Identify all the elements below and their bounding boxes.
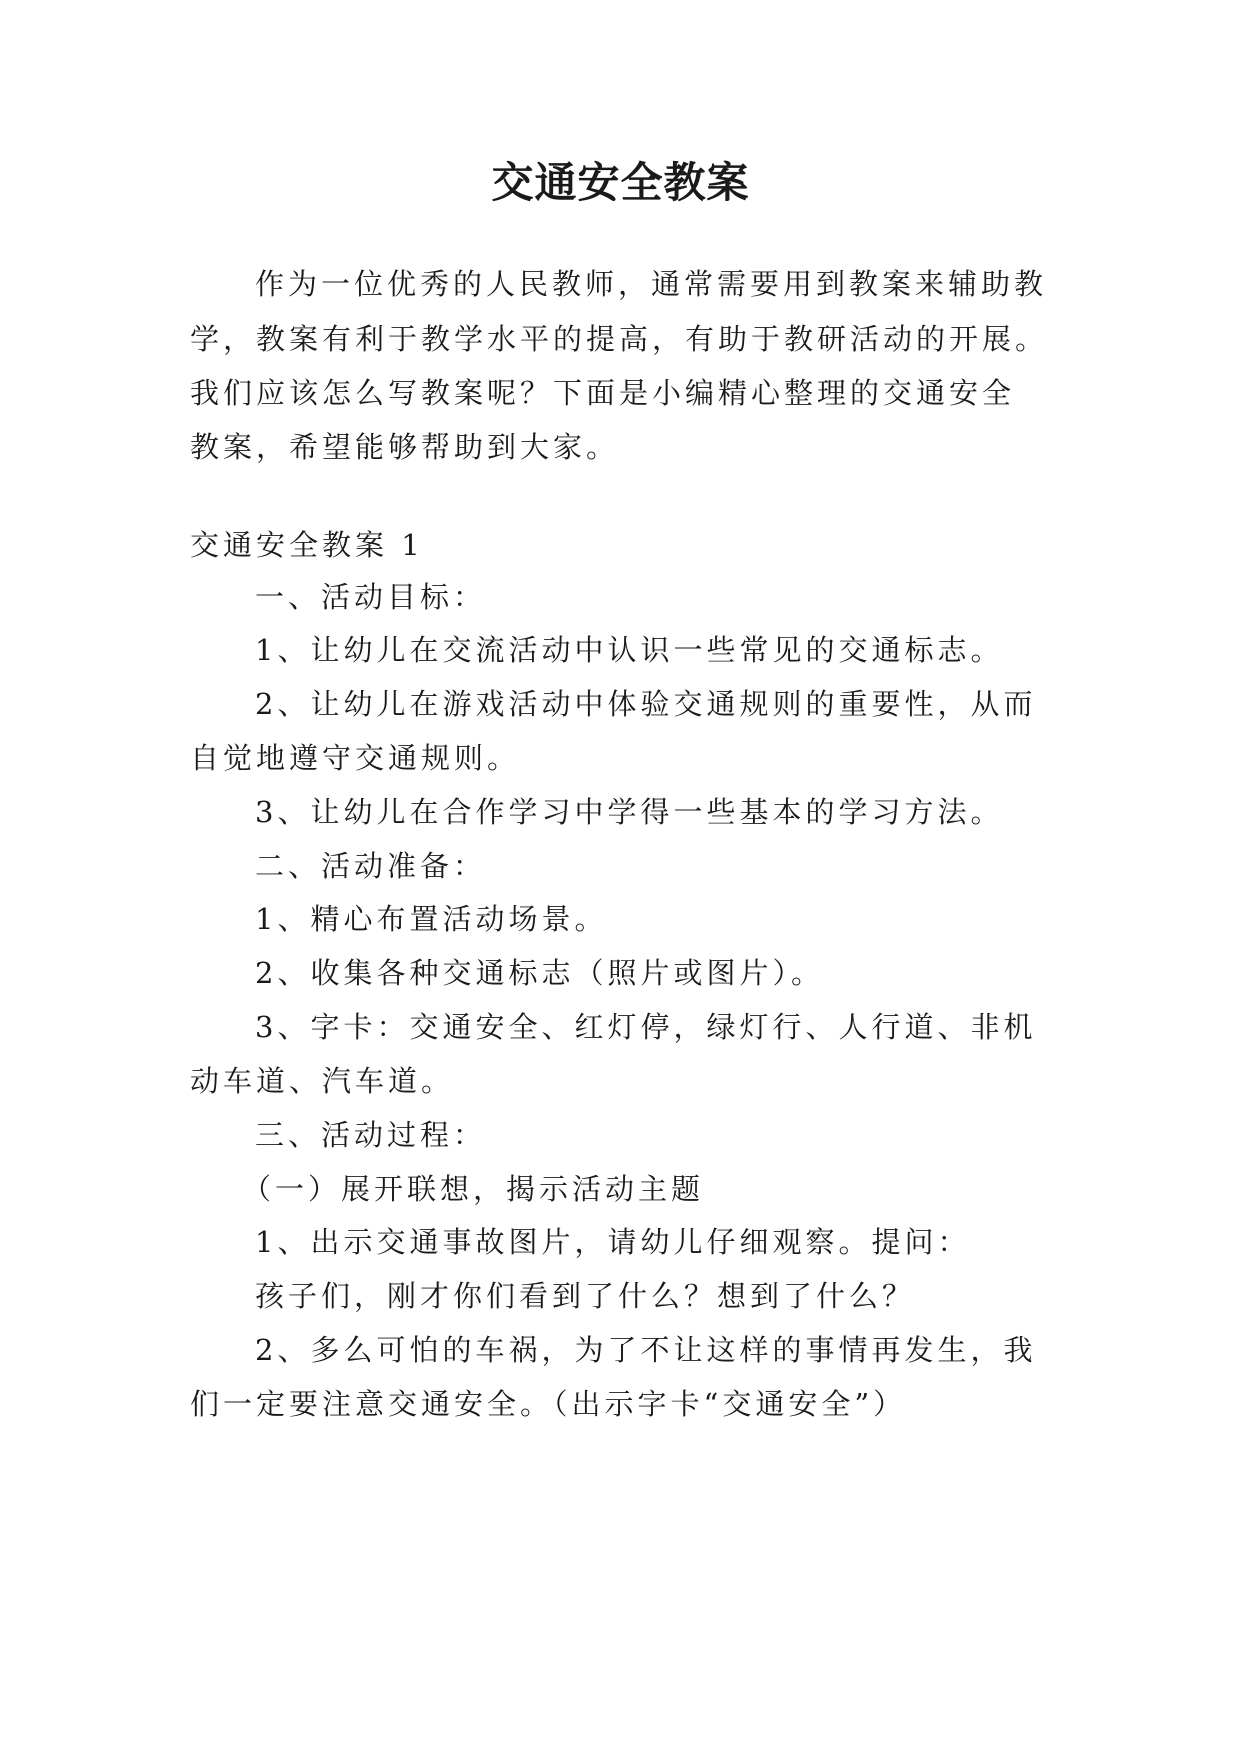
body-line: 们一定要注意交通安全。（出示字卡“交通安全”） (190, 1387, 907, 1421)
body-line: 自觉地遵守交通规则。 (190, 741, 521, 775)
body-line: 1、让幼儿在交流活动中认识一些常见的交通标志。 (255, 633, 1004, 667)
body-line: 2、让幼儿在游戏活动中体验交通规则的重要性，从而 (255, 687, 1037, 721)
body-line: （一）展开联想，揭示活动主题 (242, 1172, 705, 1206)
body-line: 3、让幼儿在合作学习中学得一些基本的学习方法。 (255, 795, 1004, 829)
body-line: 2、收集各种交通标志（照片或图片）。 (255, 956, 824, 990)
intro-line: 学，教案有利于教学水平的提高，有助于教研活动的开展。 (190, 322, 1049, 356)
body-line: 二、活动准备： (255, 849, 487, 883)
body-line: 动车道、汽车道。 (190, 1064, 455, 1098)
intro-line: 教案，希望能够帮助到大家。 (190, 430, 620, 464)
intro-line: 作为一位优秀的人民教师，通常需要用到教案来辅助教 (255, 267, 1048, 301)
body-line: 1、出示交通事故图片，请幼儿仔细观察。提问： (255, 1225, 971, 1259)
body-line: 一、活动目标： (255, 580, 487, 614)
body-line: 2、多么可怕的车祸，为了不让这样的事情再发生，我 (255, 1333, 1037, 1367)
body-line: 3、字卡：交通安全、红灯停，绿灯行、人行道、非机 (255, 1010, 1037, 1044)
body-line: 孩子们，刚才你们看到了什么？想到了什么？ (255, 1279, 916, 1313)
section-heading: 交通安全教案 1 (190, 528, 424, 562)
body-line: 1、精心布置活动场景。 (255, 902, 608, 936)
document-title: 交通安全教案 (491, 158, 750, 207)
intro-line: 我们应该怎么写教案呢？下面是小编精心整理的交通安全 (190, 376, 1016, 410)
body-line: 三、活动过程： (255, 1118, 487, 1152)
